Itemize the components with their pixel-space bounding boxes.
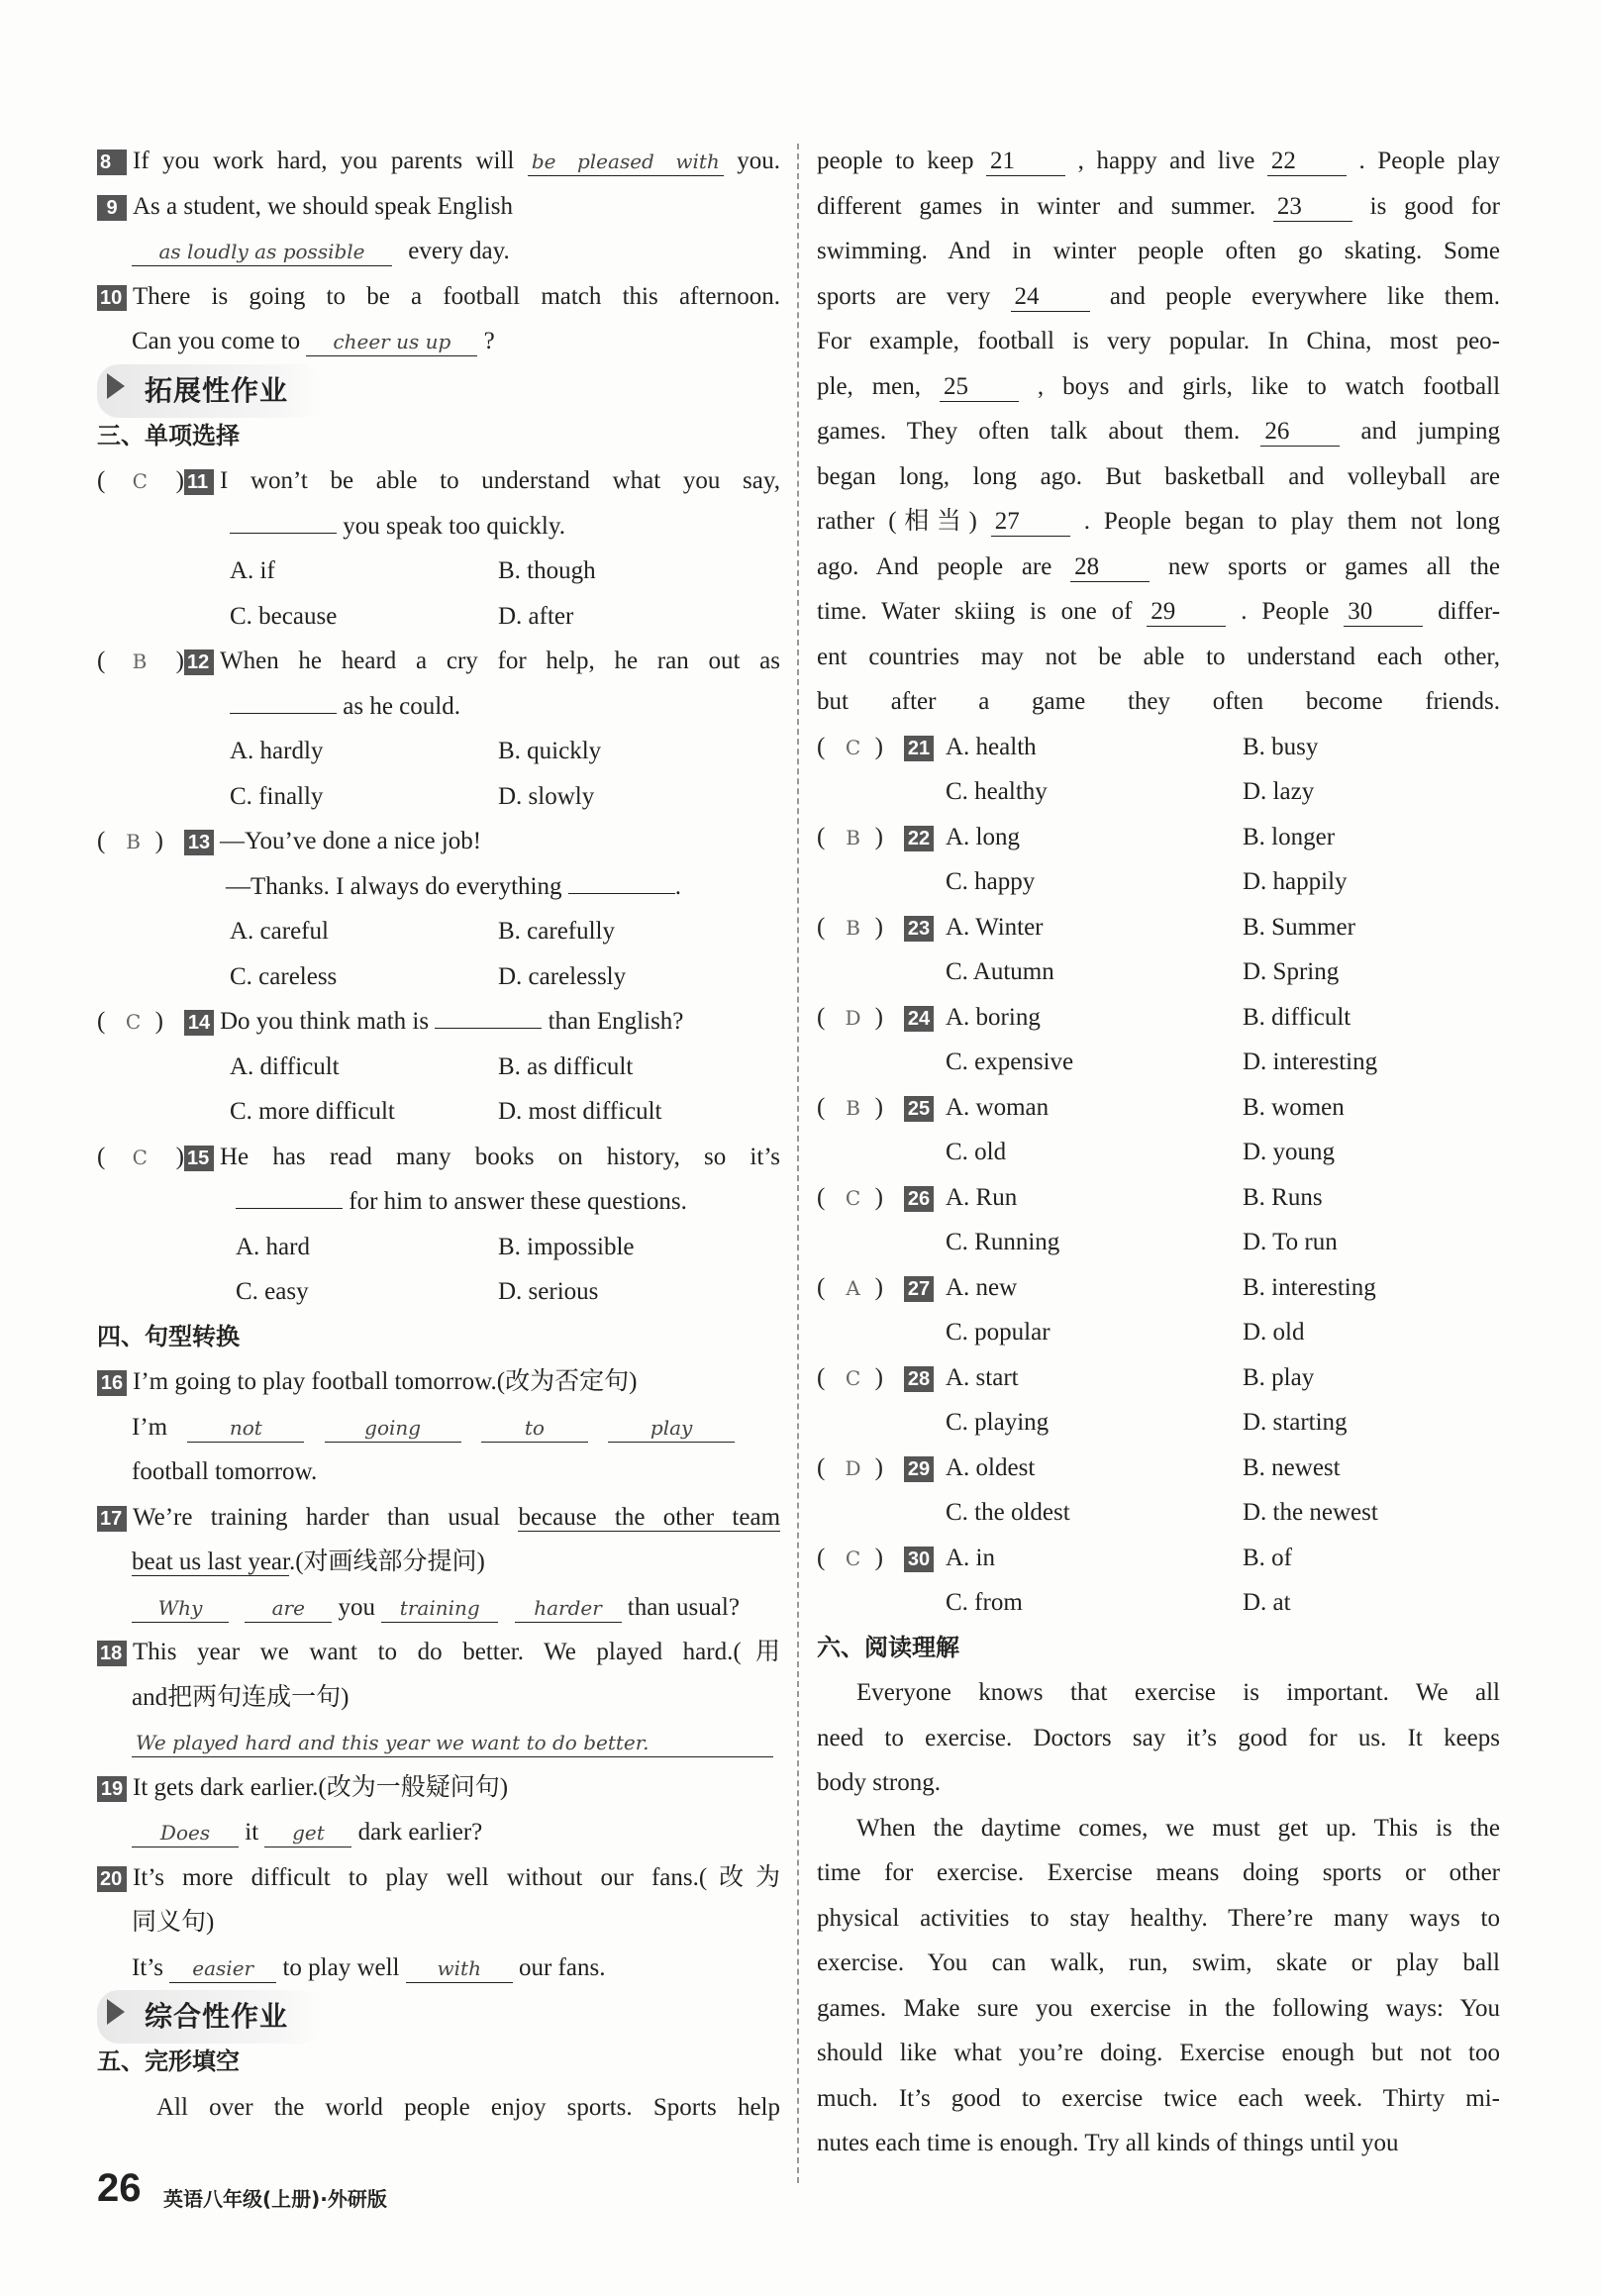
cloze-blank-27[interactable]: 27 [991,508,1070,537]
cloze-line: different games in winter and summer. 23 is good for [817,192,1501,220]
question-number: 27 [904,1276,934,1302]
options-row [97,594,780,640]
options-row [817,1490,1500,1536]
option-c[interactable]: C. careless [230,962,338,990]
answer-choice[interactable]: C [845,735,861,759]
option-a[interactable]: A. if [230,557,275,584]
reading-line: When the daytime comes, we must get up. This is the [856,1814,1500,1842]
option-a[interactable]: A. woman [946,1093,1050,1121]
cloze-line: ple, men, 25 , boys and girls, like to watch football [817,372,1501,400]
option-c[interactable]: C. happy [946,868,1036,895]
option-b[interactable]: B. newest [1243,1453,1341,1481]
question-number: 29 [904,1456,934,1482]
option-a[interactable]: A. Run [946,1183,1018,1211]
mc-question-30: ( C ) 30 A. in B. of [817,1536,1500,1581]
section-5-heading: 五、完形填空 [97,2047,240,2075]
question-number: 19 [97,1776,127,1802]
option-a[interactable]: A. difficult [230,1052,340,1080]
option-c[interactable]: C. from [946,1589,1023,1616]
options-row [97,729,780,774]
answer-choice[interactable]: B [846,825,860,849]
option-a[interactable]: A. start [946,1363,1019,1391]
option-a[interactable]: A. hard [236,1233,310,1260]
question-number: 8 [97,150,127,175]
cloze-line: sports are very 24 and people everywhere like them. [817,282,1501,310]
question-number: 16 [97,1370,127,1396]
option-d[interactable]: D. interesting [1243,1048,1378,1075]
answer-blank[interactable]: are [245,1594,332,1623]
option-d[interactable]: D. after [498,602,574,630]
options-row [97,1089,780,1135]
question-10: 10 There is going to be a football match this afternoon. [97,274,780,320]
option-b[interactable]: B. women [1243,1093,1345,1121]
answer-blank[interactable]: be pleased with [528,148,724,176]
question-9: 9 As a student, we should speak English [97,184,780,230]
reading-line: body strong. [817,1769,941,1796]
answer-blank[interactable] [230,713,337,714]
cloze-blank-24[interactable]: 24 [1011,283,1090,312]
option-d[interactable]: D. happily [1243,868,1348,895]
answer-choice[interactable]: C [845,1365,861,1390]
option-d[interactable]: D. old [1243,1319,1305,1346]
left-column: 8 If you work hard, you parents will be pleased with you. 9 As a student, we should speak English as loudly as possible every day. 10 There is going to be a football match this afternoon. Can you come to cheer us up ? 拓展性作业 三、单项选择 ( C ) 11 I won’t be able to understand what you say, you speak too quickly. A. if B. though C. because D. after ( B ) 12 When he heard a cry for help, he ran out as as he could. A. hardly B. quickly C. finally D. slowly ( B ) 13 —You’ve done a nice job! —Thanks. I always do everything . A. careful B. carefully C. careless D. carelessly ( C ) 14 Do you think math is than English? A. difficult B. as difficult C. more difficult D. most difficult ( C ) 15 He has read many books on history, so it’s for him to answer these questions. A. hard B. impossible C. easy D. serious 四、句型转换 16 I’m going to play football tomorrow.(改为否定句) I’m not going to play football tomorrow. 17 We’re training harder than usual because the other team beat us last year.(对画线部分提问) Why are you training harder than usual? 18 This year we want to do better. We played hard.(用 and把两句连成一句) We played hard and this year we want to do better. 19 It gets dark earlier.(改为一般疑问句) Does it get dark earlier? 20 It’s more difficult to play well without our fans.(改为 同义句) It’s easier to play well with our fans. 综合性作业 五、完形填空 All over the world people enjoy sports. Sports help [97,139,780,2130]
answer-blank[interactable]: Why [132,1594,229,1623]
question-number: 18 [97,1641,127,1666]
question-number: 11 [184,469,214,495]
cloze-blank-26[interactable]: 26 [1260,418,1340,447]
page-number: 26 [97,2166,142,2210]
answer-blank[interactable]: to [481,1414,588,1443]
answer-blank[interactable]: easier [169,1954,276,1983]
column-divider [797,144,799,2183]
options-row [817,1580,1500,1626]
question-number: 12 [184,649,214,675]
answer-blank[interactable] [236,1208,343,1209]
options-row [817,769,1500,815]
mc-question-25: ( B ) 25 A. woman B. women [817,1085,1500,1131]
question-number: 20 [97,1866,127,1892]
question-number: 10 [97,285,127,311]
question-number: 28 [904,1366,934,1392]
mc-question-15: ( C ) 15 He has read many books on history, so it’s [97,1135,780,1180]
option-b[interactable]: B. difficult [1243,1003,1351,1031]
option-c[interactable]: C. healthy [946,778,1048,805]
answer-blank[interactable]: We played hard and this year we want to do better. [132,1729,773,1757]
question-number: 30 [904,1547,934,1572]
question-number: 13 [184,830,214,855]
reading-line: nutes each time is enough. Try all kinds of things until you [817,2130,1399,2156]
option-d[interactable]: D. slowly [498,782,595,810]
option-a[interactable]: A. hardly [230,738,324,764]
option-d[interactable]: D. To run [1243,1229,1338,1255]
answer-blank[interactable] [568,893,675,894]
option-c[interactable]: C. expensive [946,1048,1074,1075]
cloze-blank-28[interactable]: 28 [1070,553,1150,582]
right-column [817,139,1500,2166]
question-number: 21 [904,736,934,761]
answer-choice[interactable]: C [845,1185,861,1210]
question-number: 9 [97,195,127,221]
answer-blank[interactable]: harder [515,1594,622,1623]
book-title: 英语八年级(上册)·外研版 [163,2187,387,2211]
banner-extension: 拓展性作业 [97,364,780,414]
option-c[interactable]: C. Running [946,1229,1060,1255]
option-d[interactable]: D. carelessly [498,962,627,990]
reading-line: time for exercise. Exercise means doing sports or other [817,1859,1500,1886]
option-d[interactable]: D. at [1243,1589,1291,1616]
option-a[interactable]: A. careful [230,918,329,945]
option-d[interactable]: D. starting [1243,1409,1348,1436]
question-18: 18 This year we want to do better. We played hard.(用 [97,1630,780,1675]
cloze-line: ago. And people are 28 new sports or games all the [817,552,1501,580]
question-number: 15 [184,1146,214,1171]
options-row [817,1400,1500,1446]
option-b[interactable]: B. quickly [498,738,602,764]
options-row [97,1045,780,1090]
option-d[interactable]: D. the newest [1243,1499,1378,1526]
option-c[interactable]: C. more difficult [230,1098,395,1125]
reading-line: need to exercise. Doctors say it’s good for us. It keeps [817,1724,1500,1751]
answer-choice[interactable]: B [846,1095,860,1120]
cloze-line: rather (相当) 27 . People began to play them not long [817,508,1500,535]
mc-question-12: ( B ) 12 When he heard a cry for help, he ran out as [97,639,780,684]
question-number: 22 [904,826,934,851]
mc-question-28: ( C ) 28 A. start B. play [817,1355,1500,1401]
answer-blank[interactable] [435,1028,542,1029]
option-a[interactable]: A. long [946,823,1020,850]
option-c[interactable]: C. popular [946,1319,1051,1346]
option-b[interactable]: B. of [1243,1544,1292,1571]
answer-blank[interactable]: as loudly as possible [132,238,392,266]
option-d[interactable]: D. most difficult [498,1098,662,1125]
option-d[interactable]: D. serious [498,1278,599,1305]
triangle-icon [107,1999,125,2025]
mc-question-13: ( B ) 13 —You’ve done a nice job! [97,819,780,864]
option-c[interactable]: C. easy [236,1278,309,1305]
option-a[interactable]: A. boring [946,1003,1041,1031]
mc-question-29: ( D ) 29 A. oldest B. newest [817,1446,1500,1491]
option-b[interactable]: B. longer [1243,823,1336,850]
section-6-heading: 六、阅读理解 [817,1633,959,1661]
cloze-line: For example, football is very popular. In China, most peo- [817,328,1500,354]
underlined-phrase: beat us last year [132,1548,289,1575]
cloze-line: ent countries may not be able to understand each other, [817,643,1500,670]
option-d[interactable]: D. young [1243,1139,1336,1165]
option-b[interactable]: B. Runs [1243,1183,1323,1211]
mc-question-11: ( C ) 11 I won’t be able to understand what you say, [97,458,780,504]
answer-choice[interactable]: D [845,1005,861,1030]
question-number: 17 [97,1506,127,1532]
options-row [817,1220,1500,1265]
option-b[interactable]: B. play [1243,1363,1315,1391]
option-d[interactable]: D. lazy [1243,778,1315,805]
answer-choice[interactable]: C [132,1145,148,1169]
option-a[interactable]: A. in [946,1544,995,1571]
answer-choice[interactable]: B [846,915,860,940]
answer-blank[interactable]: going [325,1414,461,1443]
triangle-icon [107,373,125,399]
options-row [97,954,780,1000]
question-number: 14 [184,1010,214,1036]
reading-line: games. Make sure you exercise in the following ways: You [817,1994,1500,2022]
reading-line: Everyone knows that exercise is important. We all [856,1679,1500,1706]
mc-question-14: ( C ) 14 Do you think math is than English? [97,999,780,1045]
question-9-answer-line: as loudly as possible every day. [97,229,780,274]
section-3-heading: 三、单项选择 [97,421,240,449]
cloze-blank-25[interactable]: 25 [940,373,1019,402]
option-c[interactable]: C. playing [946,1409,1050,1436]
mc-question-24: ( D ) 24 A. boring B. difficult [817,995,1500,1041]
mc-question-26: ( C ) 26 A. Run B. Runs [817,1175,1500,1221]
cloze-line: time. Water skiing is one of 29 . People 30 differ- [817,598,1501,625]
option-b[interactable]: B. interesting [1243,1273,1376,1301]
cloze-blank-21[interactable]: 21 [986,148,1065,176]
option-a[interactable]: A. oldest [946,1453,1036,1481]
reading-line: should like what you’re doing. Exercise enough but not too [817,2040,1500,2066]
cloze-blank-29[interactable]: 29 [1147,598,1226,627]
option-a[interactable]: A. new [946,1273,1018,1301]
answer-blank[interactable]: cheer us up [306,328,477,356]
options-row [817,1310,1500,1355]
option-c[interactable]: C. finally [230,782,324,810]
option-b[interactable]: B. busy [1243,733,1319,760]
options-row [817,949,1500,995]
answer-blank[interactable]: play [608,1414,735,1443]
question-10-answer-line: Can you come to cheer us up ? [132,328,495,354]
cloze-line: people to keep 21 , happy and live 22 . People play [817,148,1501,174]
reading-line: exercise. You can walk, run, swim, skate or play ball [817,1949,1500,1976]
question-number: 25 [904,1096,934,1122]
option-c[interactable]: C. the oldest [946,1499,1070,1526]
option-c[interactable]: C. because [230,602,338,630]
section-4-heading: 四、句型转换 [97,1322,240,1350]
option-a[interactable]: A. Winter [946,913,1044,941]
answer-blank[interactable]: training [381,1594,498,1623]
answer-choice[interactable]: C [845,1546,861,1570]
option-a[interactable]: A. health [946,733,1037,760]
cloze-passage [817,139,1500,725]
mc-question-27: ( A ) 27 A. new B. interesting [817,1265,1500,1311]
question-20: 20 It’s more difficult to play well without our fans.(改为 [97,1855,780,1901]
mc-question-23: ( B ) 23 A. Winter B. Summer [817,905,1500,950]
options-row [817,859,1500,905]
cloze-blank-23[interactable]: 23 [1273,193,1352,222]
option-d[interactable]: D. Spring [1243,958,1340,985]
option-b[interactable]: B. though [498,557,596,584]
answer-choice[interactable]: D [845,1455,861,1480]
cloze-line: swimming. And in winter people often go skating. Some [817,238,1500,264]
question-number: 23 [904,916,934,942]
option-c[interactable]: C. Autumn [946,958,1054,985]
underlined-phrase: because the other team [518,1503,781,1531]
banner-comprehensive: 综合性作业 [97,1990,780,2040]
cloze-passage-start: All over the world people enjoy sports. Sports help [156,2093,780,2121]
question-number: 26 [904,1186,934,1212]
answer-blank[interactable]: with [406,1954,513,1983]
reading-line: much. It’s good to exercise twice each week. Thirty mi- [817,2084,1500,2112]
question-number: 24 [904,1006,934,1032]
options-row [97,549,780,594]
question-17: 17 We’re training harder than usual because the other team [97,1495,780,1541]
option-b[interactable]: B. as difficult [498,1052,634,1080]
mc-question-22: ( B ) 22 A. long B. longer [817,815,1500,860]
answer-blank[interactable] [230,533,337,534]
answer-choice[interactable]: B [126,830,141,853]
options-row [817,1130,1500,1175]
mc-question-21: ( C ) 21 A. health B. busy [817,725,1500,770]
question-19: 19 It gets dark earlier.(改为一般疑问句) [97,1765,780,1811]
cloze-line: began long, long ago. But basketball and volleyball are [817,462,1500,490]
reading-passage [817,1670,1500,2166]
question-8: 8 If you work hard, you parents will be pleased with you. [97,139,780,184]
option-b[interactable]: B. Summer [1243,913,1355,941]
answer-blank[interactable]: not [187,1414,304,1443]
answer-choice[interactable]: A [846,1275,860,1300]
answer-blank[interactable]: Does [132,1819,239,1847]
cloze-line: but after a game they often become friends. [817,688,1500,715]
answer-choice[interactable]: C [132,469,148,493]
option-b[interactable]: B. carefully [498,918,616,945]
option-b[interactable]: B. impossible [498,1233,635,1260]
option-c[interactable]: C. old [946,1139,1007,1165]
cloze-line: games. They often talk about them. 26 and jumping [817,418,1501,445]
question-16: 16 I’m going to play football tomorrow.(改为否定句) [97,1359,780,1405]
options-row [97,1269,780,1315]
options-row [817,1040,1500,1085]
reading-line: physical activities to stay healthy. There’re many ways to [817,1904,1500,1932]
cloze-options [817,725,1500,1626]
answer-blank[interactable]: get [264,1819,351,1847]
cloze-blank-30[interactable]: 30 [1344,598,1423,627]
cloze-blank-22[interactable]: 22 [1267,148,1347,176]
answer-choice[interactable]: C [125,1010,142,1034]
options-row [97,1225,780,1270]
options-row [97,909,780,954]
answer-choice[interactable]: B [132,649,148,673]
options-row [97,774,780,820]
